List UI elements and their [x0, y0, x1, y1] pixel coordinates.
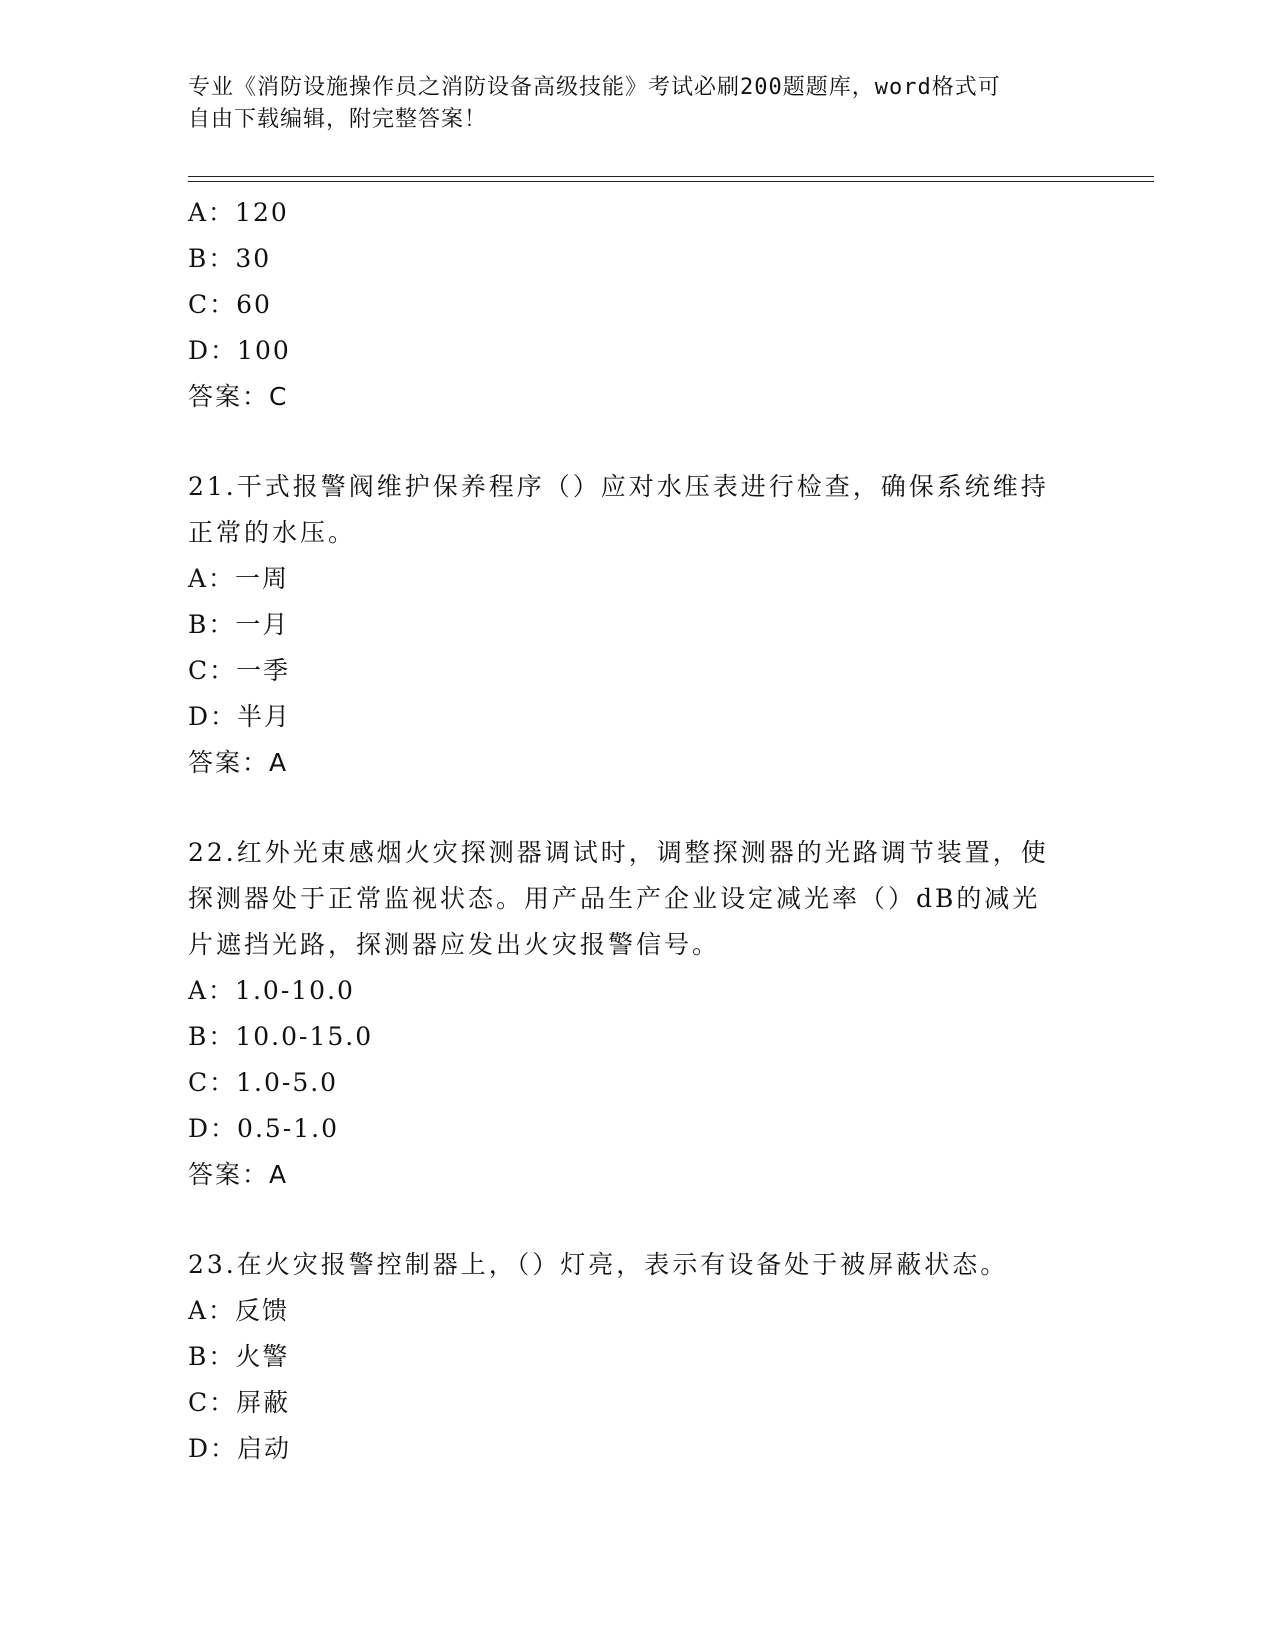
spacer — [188, 420, 1088, 464]
option-b: B：30 — [188, 244, 272, 273]
answer-line: 答案：A — [188, 1160, 289, 1189]
question-block-22 — [188, 830, 1088, 1198]
answer-line: 答案：A — [188, 748, 289, 777]
option-d: D：启动 — [188, 1434, 292, 1463]
question-text-line: 22.红外光束感烟火灾探测器调试时，调整探测器的光路调节装置，使 — [188, 838, 1049, 867]
spacer — [188, 1198, 1088, 1242]
question-list — [188, 190, 1088, 1472]
option-d: D：100 — [188, 336, 291, 365]
option-d: D：0.5-1.0 — [188, 1114, 340, 1143]
question-block-23 — [188, 1242, 1088, 1472]
question-text-line: 正常的水压。 — [188, 518, 357, 547]
option-a: A：反馈 — [188, 1296, 290, 1325]
option-c: C：1.0-5.0 — [188, 1068, 339, 1097]
question-block-21 — [188, 464, 1088, 786]
question-block-prev — [188, 190, 1088, 420]
option-d: D：半月 — [188, 702, 292, 731]
option-b: B：一月 — [188, 610, 290, 639]
option-c: C：60 — [188, 290, 272, 319]
question-text-line: 21.干式报警阀维护保养程序（）应对水压表进行检查，确保系统维持 — [188, 472, 1049, 501]
header-line-1: 专业《消防设施操作员之消防设备高级技能》考试必刷200题题库，word格式可 — [188, 75, 1001, 100]
header-rule-bottom — [188, 181, 1154, 182]
option-b: B：火警 — [188, 1342, 290, 1371]
option-a: A：120 — [188, 198, 289, 227]
header-rule-top — [188, 176, 1154, 177]
option-b: B：10.0-15.0 — [188, 1022, 374, 1051]
document-header — [188, 72, 1068, 136]
question-text-line: 探测器处于正常监视状态。用产品生产企业设定减光率（）dB的减光 — [188, 884, 1041, 913]
option-a: A：一周 — [188, 564, 290, 593]
spacer — [188, 786, 1088, 830]
header-line-2: 自由下载编辑，附完整答案！ — [188, 107, 488, 132]
question-text-line: 23.在火灾报警控制器上，（）灯亮，表示有设备处于被屏蔽状态。 — [188, 1250, 1009, 1279]
answer-line: 答案：C — [188, 382, 289, 411]
option-c: C：一季 — [188, 656, 291, 685]
option-c: C：屏蔽 — [188, 1388, 291, 1417]
option-a: A：1.0-10.0 — [188, 976, 355, 1005]
question-text-line: 片遮挡光路，探测器应发出火灾报警信号。 — [188, 930, 721, 959]
